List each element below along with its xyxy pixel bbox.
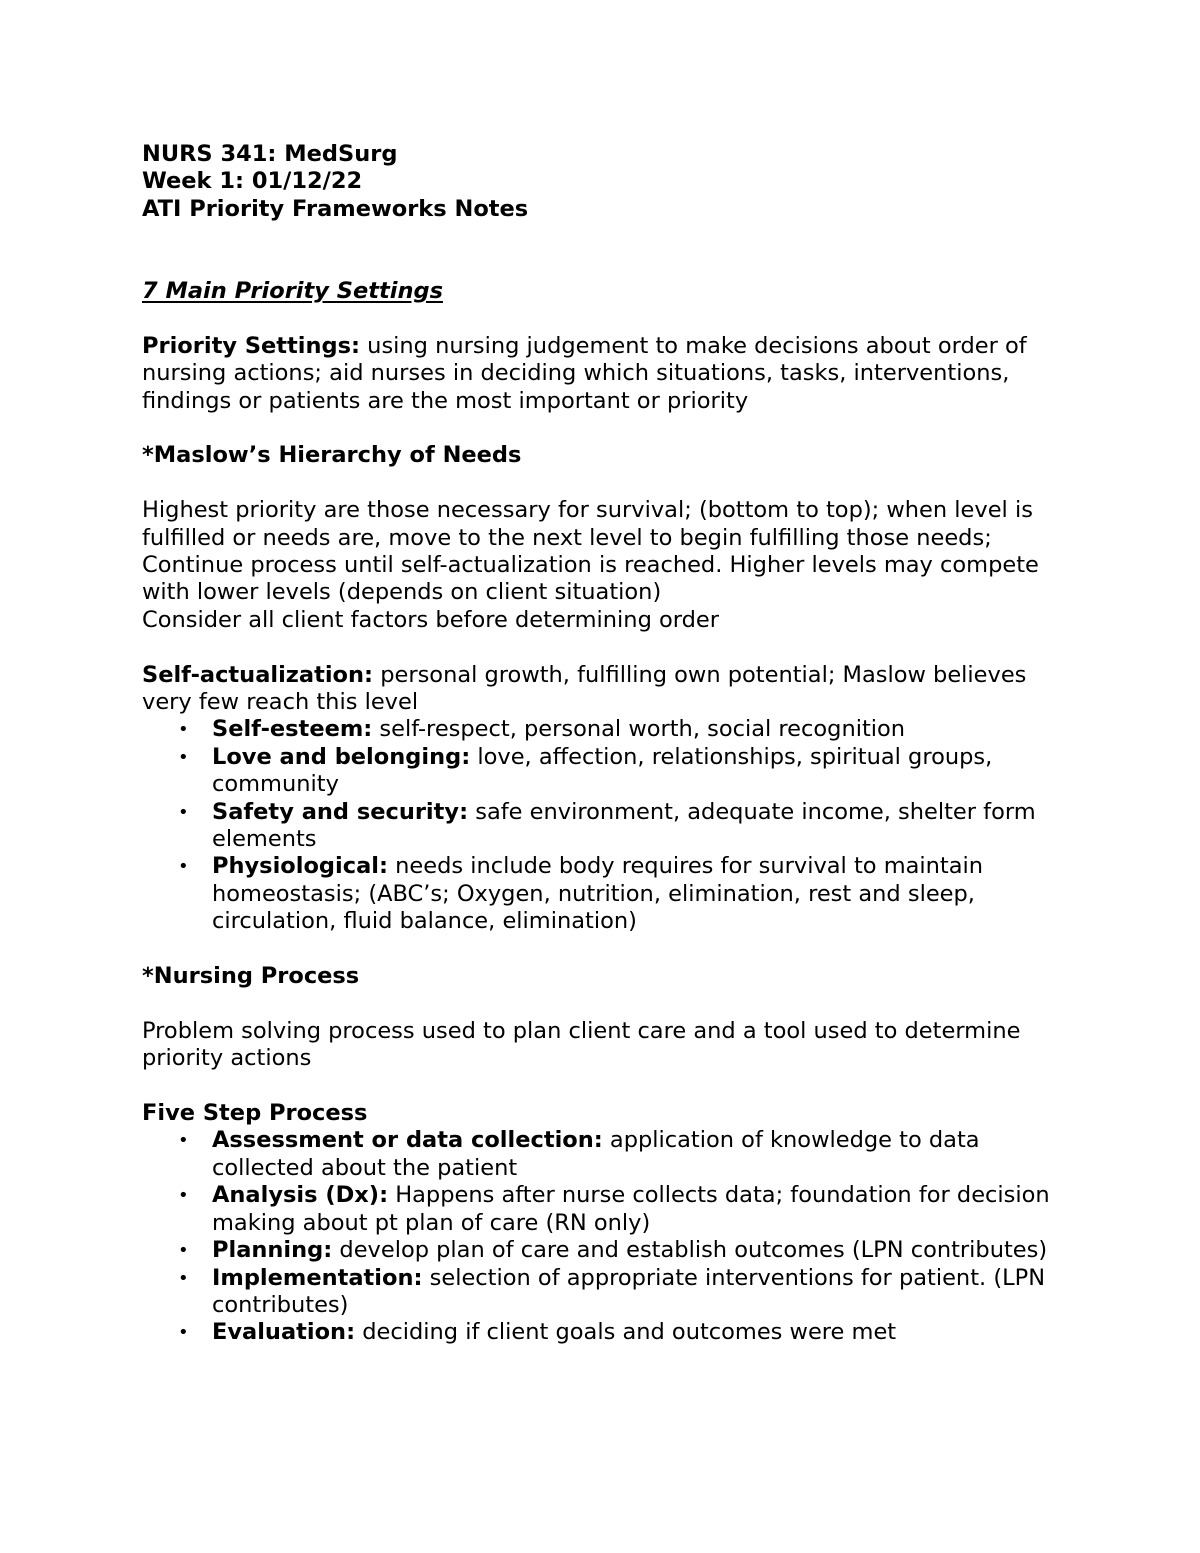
step-term: Evaluation: [212,1319,356,1346]
level-text: safe environment, adequate income, shelter form elements [212,798,1036,853]
spacer [142,990,1072,1017]
level-text: needs include body requires for survival to maintain homeostasis; (ABC’s; Oxygen, nutrition, elimination, rest and sleep, circulation, fluid balance, elimination) [212,853,984,935]
step-text: Happens after nurse collects data; foundation for decision making about pt plan of care (RN only) [212,1182,1050,1236]
bullet-icon: • [178,719,189,741]
priority-settings-term: Priority Settings: [142,332,361,359]
step-text: selection of appropriate interventions for patient. (LPN contributes) [212,1264,1046,1318]
level-term: Safety and security: [212,798,469,825]
spacer [142,415,1072,442]
step-text: deciding if client goals and outcomes were met [355,1319,897,1346]
step-term: Assessment or data collection: [212,1127,603,1154]
list-item [142,853,1072,935]
self-actualization-term: Self-actualization: [142,661,374,688]
maslow-paragraph: Highest priority are those necessary for survival; (bottom to top); when level is fulfilled or needs are, move to the next level to begin fulfilling those needs; Continue process until self-actualization is reached. Higher levels may compete with lower levels (depends on client situation) [142,497,1039,606]
maslow-levels-list [142,716,1072,935]
list-item [142,1265,1072,1320]
document-page [142,141,1072,1347]
step-term: Planning: [212,1237,333,1264]
course-title: NURS 341: MedSurg [142,141,398,167]
level-text: self-respect, personal worth, social recognition [372,716,906,743]
bullet-icon: • [178,1267,189,1289]
bullet-icon: • [178,856,189,878]
maslow-heading: *Maslow’s Hierarchy of Needs [142,442,522,469]
maslow-consider-line: Consider all client factors before determining order [142,606,720,633]
spacer [142,936,1072,963]
spacer [142,305,1072,332]
nursing-process-description: Problem solving process used to plan client care and a tool used to determine priority actions [142,1017,1021,1072]
spacer [142,223,1072,250]
bullet-icon: • [178,1322,189,1344]
priority-settings-definition: using nursing judgement to make decisions about order of nursing actions; aid nurses in deciding which situations, tasks, interventions, findings or patients are the most important or priority [142,332,1027,414]
list-item [142,799,1072,854]
step-text: develop plan of care and establish outcomes (LPN contributes) [332,1237,1048,1264]
step-text: application of knowledge to data collected about the patient [212,1127,980,1181]
list-item [142,1182,1072,1237]
doc-title: ATI Priority Frameworks Notes [142,195,529,222]
spacer [142,1073,1072,1100]
bullet-icon: • [178,1240,189,1262]
spacer [142,470,1072,497]
spacer [142,251,1072,278]
section-heading [142,278,1072,305]
self-actualization-text: personal growth, fulfilling own potential; Maslow believes very few reach this level [142,661,1027,716]
level-term: Physiological: [212,853,388,880]
level-text: love, affection, relationships, spiritual groups, community [212,743,993,798]
level-term: Love and belonging: [212,743,471,770]
section-title: 7 Main Priority Settings [142,278,443,304]
bullet-icon: • [178,801,189,823]
bullet-icon: • [178,1185,189,1207]
nursing-process-heading: *Nursing Process [142,963,360,990]
bullet-icon: • [178,746,189,768]
step-term: Implementation: [212,1264,423,1291]
list-item [142,1127,1072,1182]
week-line: Week 1: 01/12/22 [142,168,363,195]
step-term: Analysis (Dx): [212,1182,389,1209]
self-actualization-paragraph [142,662,1072,717]
list-item [142,1319,1072,1346]
level-term: Self-esteem: [212,716,373,743]
list-item [142,716,1072,743]
list-item [142,1237,1072,1264]
five-step-list [142,1127,1072,1346]
bullet-icon: • [178,1130,189,1152]
five-step-heading: Five Step Process [142,1100,368,1127]
list-item [142,744,1072,799]
spacer [142,634,1072,661]
priority-settings-paragraph [142,333,1072,415]
